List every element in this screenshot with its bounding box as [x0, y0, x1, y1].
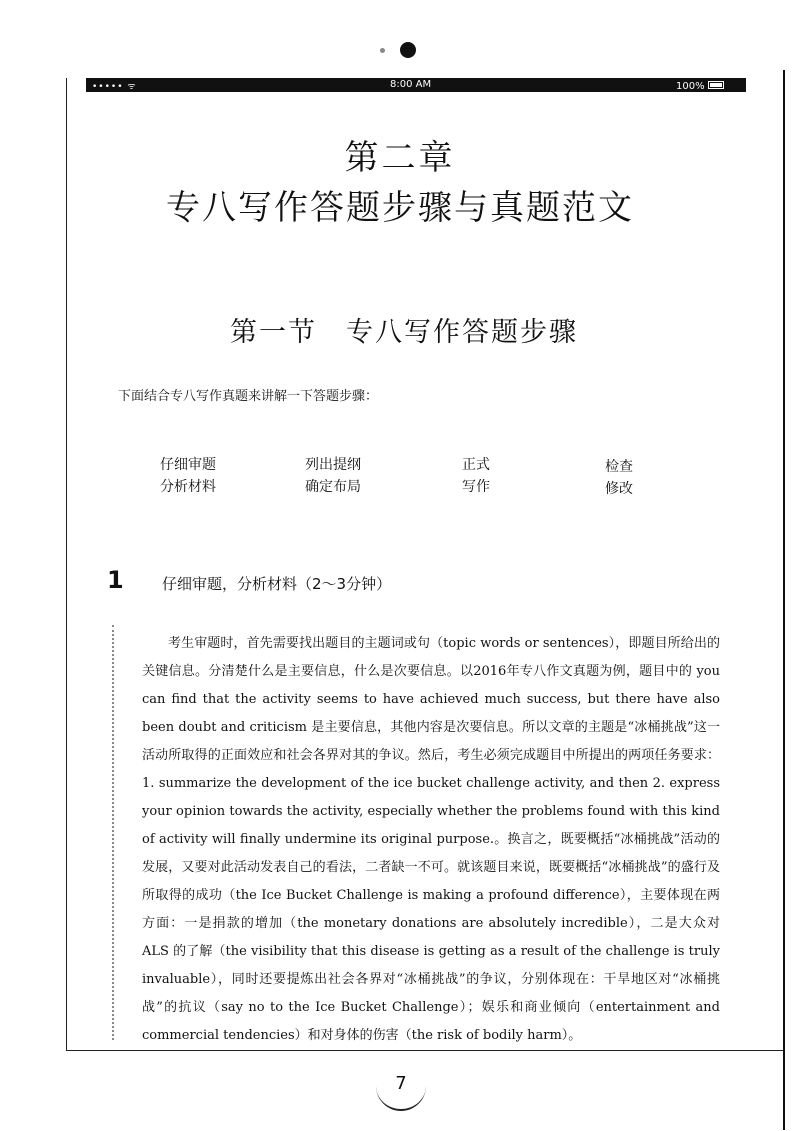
- step-1-line2: 分析材料: [160, 479, 216, 495]
- page-number: 7: [395, 1073, 407, 1094]
- intro-text: 下面结合专八写作真题来讲解一下答题步骤：: [118, 389, 379, 404]
- battery-percent: 100%: [676, 81, 705, 92]
- part-heading: 仔细审题，分析材料（2～3分钟）: [162, 575, 392, 593]
- step-3-line2: 写作: [462, 479, 490, 495]
- page-number-badge: [376, 1065, 426, 1111]
- step-1: [160, 454, 216, 498]
- step-2: [305, 454, 361, 498]
- camera-icon: [400, 42, 416, 58]
- section-title: 第一节 专八写作答题步骤: [230, 317, 578, 348]
- step-2-line2: 确定布局: [305, 479, 361, 495]
- step-4-line2: 修改: [605, 481, 633, 497]
- step-4-line1: 检查: [605, 459, 633, 475]
- step-4: [605, 456, 633, 500]
- step-3-line1: 正式: [462, 457, 490, 473]
- step-2-line1: 列出提纲: [305, 457, 361, 473]
- body-paragraph: 考生审题时，首先需要找出题目的主题词或句（topic words or sentences），即题目所给出的关键信息。分清楚什么是主要信息，什么是次要信息。以2016年专八作文真题为例，题目中的 you can find that the activity seems to have achieved much success, but there have also been doubt and criticism 是主要信息，其他内容是次要信息。所以文章的主题是“冰桶挑战”这一活动所取得的正面效应和社会各界对其的争议。然后，考生必须完成题目中所提出的两项任务要求：1. summarize the development of the ice bucket challenge activity, and then 2. express your opinion towards the activity, especially whether the problems found with this kind of activity will finally undermine its original purpose.。换言之，既要概括“冰桶挑战”活动的发展，又要对此活动发表自己的看法，二者缺一不可。就该题目来说，既要概括“冰桶挑战”的盛行及所取得的成功（the Ice Bucket Challenge is making a profound difference），主要体现在两方面：一是捐款的增加（the monetary donations are absolutely incredible），二是大众对 ALS 的了解（the visibility that this disease is getting as a result of the challenge is truly invaluable），同时还要提炼出社会各界对“冰桶挑战”的争议，分别体现在：干旱地区对“冰桶挑战”的抗议（say no to the Ice Bucket Challenge）；娱乐和商业倾向（entertainment and commercial tendencies）和对身体的伤害（the risk of bodily harm）。: [142, 636, 720, 1043]
- battery-icon: [708, 81, 724, 89]
- status-bar: [86, 78, 746, 92]
- step-1-line1: 仔细审题: [160, 457, 216, 473]
- margin-dotted-line: [112, 625, 114, 1040]
- sensor-dot: [380, 48, 385, 53]
- step-3: [462, 454, 490, 498]
- page-edge-rule: [783, 70, 785, 1130]
- chapter-title: 专八写作答题步骤与真题范文: [166, 188, 634, 228]
- chapter-number: 第二章: [344, 138, 456, 178]
- part-number: 1: [107, 566, 124, 594]
- signal-icon: ••••• ᯤ: [92, 82, 137, 92]
- footer-rule: [66, 1050, 783, 1051]
- status-time: 8:00 AM: [390, 79, 432, 90]
